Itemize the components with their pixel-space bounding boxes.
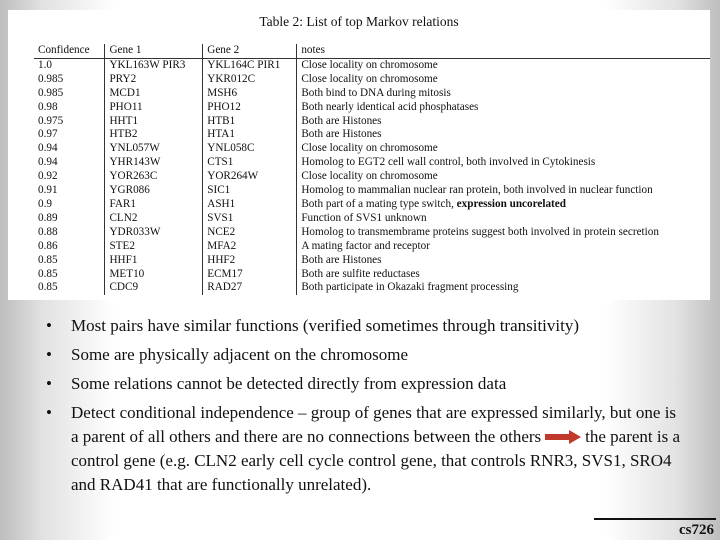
cell-confidence: 0.92 xyxy=(34,170,105,184)
bullet-item xyxy=(46,343,686,367)
cell-gene1: FAR1 xyxy=(105,198,203,212)
cell-gene1: HHF1 xyxy=(105,254,203,268)
cell-notes: Close locality on chromosome xyxy=(301,142,438,155)
cell-notes: Both nearly identical acid phosphatases xyxy=(301,100,479,113)
table-row xyxy=(34,184,710,198)
cell-confidence: 0.86 xyxy=(34,240,105,254)
bullet-marker: • xyxy=(46,316,52,335)
column-header-notes: notes xyxy=(297,44,710,58)
cell-notes: A mating factor and receptor xyxy=(301,239,430,252)
cell-gene1: PHO11 xyxy=(105,101,203,115)
cell-gene1: CDC9 xyxy=(105,281,203,295)
cell-gene2: MSH6 xyxy=(203,87,297,101)
table-row xyxy=(34,101,710,115)
table-row xyxy=(34,281,710,295)
cell-confidence: 0.85 xyxy=(34,254,105,268)
right-arrow-icon xyxy=(545,430,581,444)
cell-notes: Homolog to mammalian nuclear ran protein, both involved in nuclear function xyxy=(301,184,653,197)
table-row xyxy=(34,268,710,282)
table-row xyxy=(34,170,710,184)
cell-gene2: YKL164C PIR1 xyxy=(203,58,297,72)
cell-confidence: 0.9 xyxy=(34,198,105,212)
bullet-item xyxy=(46,314,686,338)
cell-notes: Both are sulfite reductases xyxy=(301,267,420,280)
cell-gene1: PRY2 xyxy=(105,73,203,87)
table-row xyxy=(34,198,710,212)
cell-gene1: MET10 xyxy=(105,268,203,282)
cell-notes: Homolog to EGT2 cell wall control, both involved in Cytokinesis xyxy=(301,156,596,169)
table-row xyxy=(34,142,710,156)
table-panel xyxy=(8,10,710,300)
bullet-text: Some are physically adjacent on the chromosome xyxy=(71,345,409,364)
bullet-marker: • xyxy=(46,345,52,364)
bullet-item xyxy=(46,372,686,396)
cell-gene2: HHF2 xyxy=(203,254,297,268)
cell-gene2: PHO12 xyxy=(203,101,297,115)
cell-confidence: 0.85 xyxy=(34,281,105,295)
cell-confidence: 0.89 xyxy=(34,212,105,226)
table-title: Table 2: List of top Markov relations xyxy=(259,14,459,29)
cell-confidence: 0.94 xyxy=(34,156,105,170)
table-row xyxy=(34,240,710,254)
table-row xyxy=(34,212,710,226)
cell-notes-emphasis: expression uncorelated xyxy=(456,197,566,210)
cell-confidence: 0.85 xyxy=(34,268,105,282)
column-header-confidence: Confidence xyxy=(34,44,105,58)
bullet-list xyxy=(46,314,686,502)
cell-confidence: 0.88 xyxy=(34,226,105,240)
bullet-text: Some relations cannot be detected directly from expression data xyxy=(71,374,507,393)
cell-gene1: YHR143W xyxy=(105,156,203,170)
cell-gene1: YOR263C xyxy=(105,170,203,184)
cell-notes: Both participate in Okazaki fragment processing xyxy=(301,281,519,294)
column-header-gene1: Gene 1 xyxy=(105,44,203,58)
cell-notes: Both are Histones xyxy=(301,114,382,127)
bullet-marker: • xyxy=(46,374,52,393)
table-row xyxy=(34,73,710,87)
cell-gene1: YNL057W xyxy=(105,142,203,156)
table-body xyxy=(34,58,710,295)
bullet-text-before-arrow: Detect conditional independence – group of genes that are expressed similarly, but one is a parent of all others and there are no connections between the others xyxy=(71,403,677,446)
bullet-text-after-arrow: the parent is a control gene (e.g. CLN2 early cell cycle control gene, that controls RNR3, SVS1, SRO4 and RAD41 that are functionally unrelated). xyxy=(71,427,681,494)
table-row xyxy=(34,115,710,129)
cell-gene1: HTB2 xyxy=(105,128,203,142)
cell-confidence: 0.91 xyxy=(34,184,105,198)
cell-gene2: RAD27 xyxy=(203,281,297,295)
cell-gene2: YOR264W xyxy=(203,170,297,184)
cell-gene2: YKR012C xyxy=(203,73,297,87)
table-row xyxy=(34,156,710,170)
cell-confidence: 0.985 xyxy=(34,87,105,101)
cell-gene1: YGR086 xyxy=(105,184,203,198)
cell-gene1: MCD1 xyxy=(105,87,203,101)
bullet-text: Most pairs have similar functions (verified sometimes through transitivity) xyxy=(71,316,580,335)
cell-confidence: 1.0 xyxy=(34,58,105,72)
footer-course-label: cs726 xyxy=(679,522,714,538)
cell-confidence: 0.97 xyxy=(34,128,105,142)
cell-gene2: SVS1 xyxy=(203,212,297,226)
column-header-gene2: Gene 2 xyxy=(203,44,297,58)
bullet-item xyxy=(46,401,686,497)
cell-confidence: 0.975 xyxy=(34,115,105,129)
table-row xyxy=(34,254,710,268)
cell-confidence: 0.985 xyxy=(34,73,105,87)
cell-confidence: 0.94 xyxy=(34,142,105,156)
cell-gene1: STE2 xyxy=(105,240,203,254)
cell-gene1: CLN2 xyxy=(105,212,203,226)
cell-gene2: NCE2 xyxy=(203,226,297,240)
table-row xyxy=(34,58,710,72)
cell-gene2: MFA2 xyxy=(203,240,297,254)
table-row xyxy=(34,226,710,240)
cell-gene2: ECM17 xyxy=(203,268,297,282)
table-row xyxy=(34,128,710,142)
cell-gene2: CTS1 xyxy=(203,156,297,170)
cell-notes: Close locality on chromosome xyxy=(301,58,438,71)
cell-notes: Both are Histones xyxy=(301,253,382,266)
cell-notes: Both bind to DNA during mitosis xyxy=(301,86,451,99)
cell-gene2: YNL058C xyxy=(203,142,297,156)
footer-divider xyxy=(594,518,716,520)
cell-notes: Close locality on chromosome xyxy=(301,72,438,85)
cell-notes: Function of SVS1 unknown xyxy=(301,211,427,224)
cell-gene2: HTB1 xyxy=(203,115,297,129)
cell-gene2: SIC1 xyxy=(203,184,297,198)
cell-gene1: HHT1 xyxy=(105,115,203,129)
cell-notes: Homolog to transmembrame proteins suggest both involved in protein secretion xyxy=(301,225,659,238)
cell-gene2: ASH1 xyxy=(203,198,297,212)
cell-gene1: YDR033W xyxy=(105,226,203,240)
markov-relations-table xyxy=(34,44,710,295)
cell-gene1: YKL163W PIR3 xyxy=(105,58,203,72)
cell-notes: Both are Histones xyxy=(301,128,382,141)
cell-confidence: 0.98 xyxy=(34,101,105,115)
table-header-row xyxy=(34,44,710,58)
bullet-marker: • xyxy=(46,403,52,422)
table-row xyxy=(34,87,710,101)
cell-notes: Close locality on chromosome xyxy=(301,170,438,183)
cell-notes: Both part of a mating type switch, expression uncorelated xyxy=(301,197,566,210)
cell-gene2: HTA1 xyxy=(203,128,297,142)
